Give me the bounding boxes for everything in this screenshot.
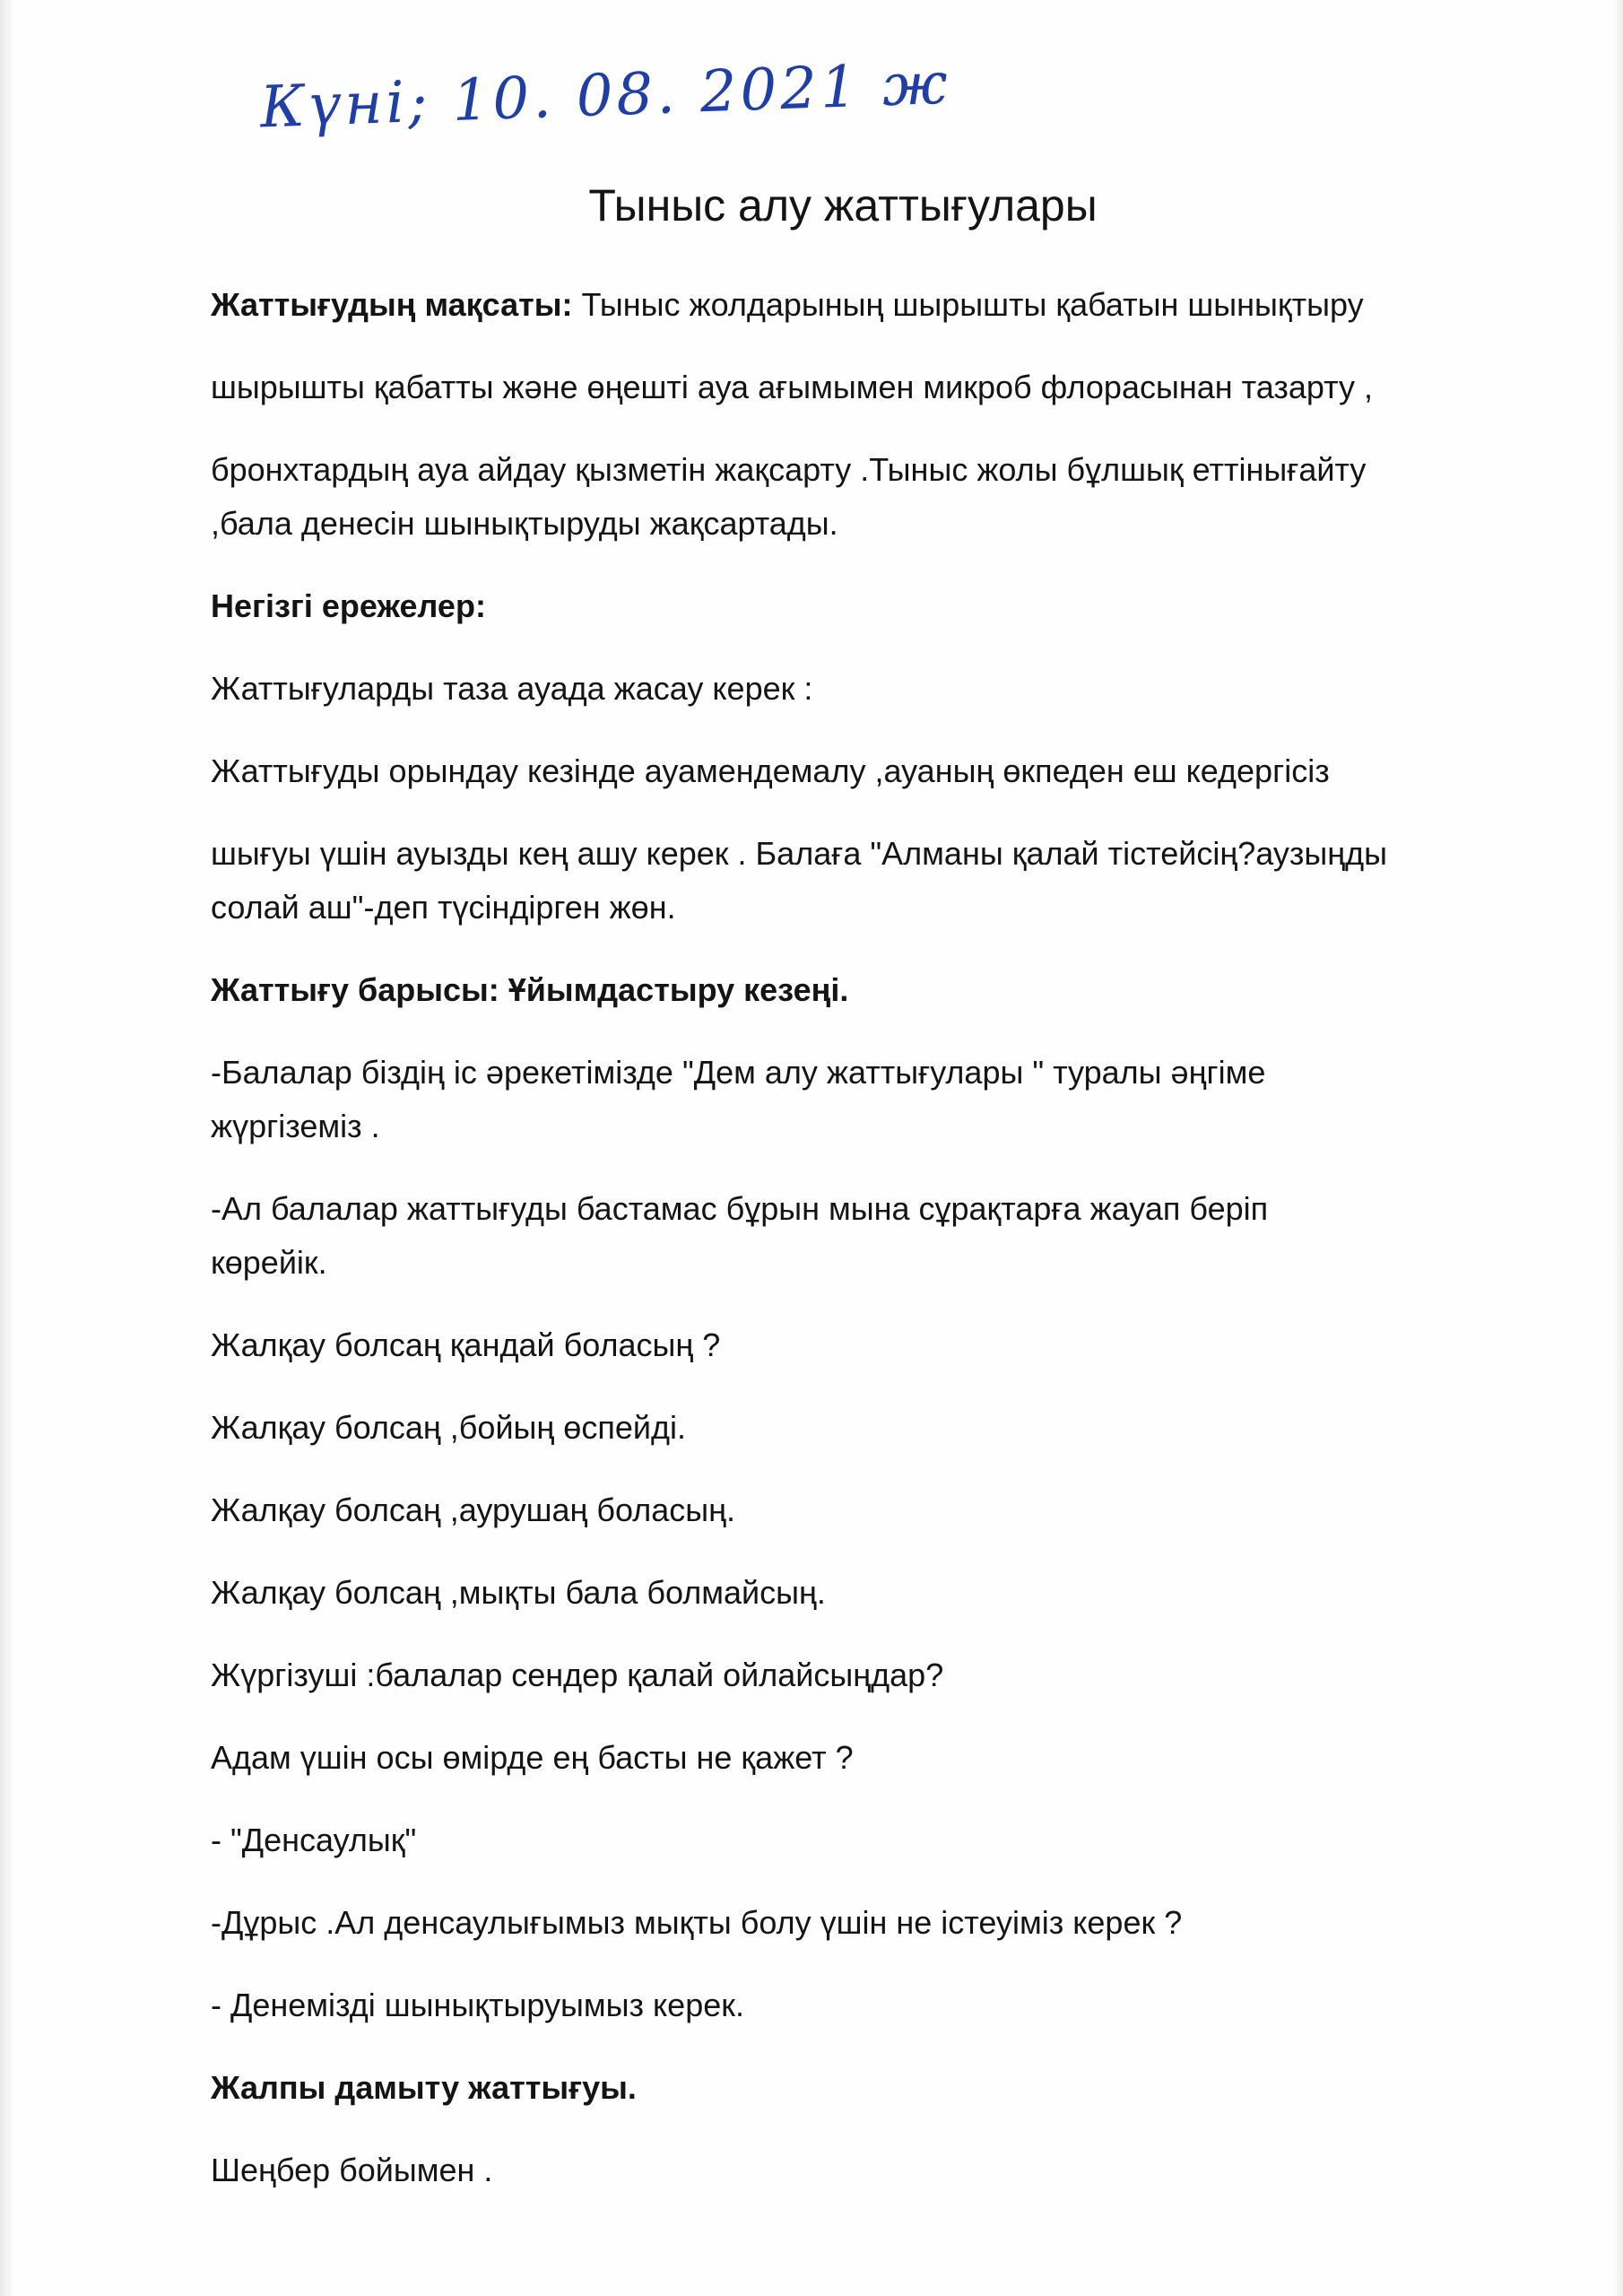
process-line-3: -Ал балалар жаттығуды бастамас бұрын мына сұрақтарға жауап беріп — [211, 1190, 1269, 1227]
purpose-line-4: ,бала денесін шынықтыруды жақсартады. — [211, 505, 838, 542]
process-line-6: Жалқау болсаң ,бойың өспейді. — [211, 1409, 686, 1446]
general-line-1: Шеңбер бойымен . — [211, 2152, 493, 2188]
rules-line-1: Жаттығуларды таза ауада жасау керек : — [211, 670, 813, 707]
handwritten-date: Күні; 10. 08. 2021 ж — [258, 50, 952, 142]
process-line-4: көрейік. — [211, 1244, 327, 1281]
process-line-1: -Балалар біздің іс әрекетімізде "Дем алу жаттығулары " туралы әңгіме — [211, 1054, 1266, 1091]
process-line-5: Жалқау болсаң қандай боласың ? — [211, 1326, 721, 1363]
rules-line-3: шығуы үшін ауызды кең ашу керек . Балаға "Алманы қалай тістейсің?аузыңды — [211, 835, 1387, 872]
process-line-10: Адам үшін осы өмірде ең басты не қажет ? — [211, 1739, 854, 1776]
rules-line-2: Жаттығуды орындау кезінде ауамендемалу ,ауаның өкпеден еш кедергісіз — [211, 752, 1330, 789]
rules-heading: Негізгі ережелер: — [211, 587, 486, 624]
process-line-13: - Денемізді шынықтыруымыз керек. — [211, 1987, 744, 2023]
rules-line-4: солай аш"-деп түсіндірген жөн. — [211, 889, 676, 926]
process-line-2: жүргіземіз . — [211, 1108, 380, 1144]
general-heading: Жалпы дамыту жаттығуы. — [211, 2069, 637, 2106]
purpose-label: Жаттығудың мақсаты: — [211, 286, 573, 323]
document-body — [211, 278, 1538, 2197]
scan-edge-right — [1614, 0, 1623, 2296]
process-line-11: - "Денсаулық" — [211, 1822, 417, 1858]
process-heading: Жаттығу барысы: Ұйымдастыру кезеңі. — [211, 971, 849, 1008]
process-line-12: -Дұрыс .Ал денсаулығымыз мықты болу үшін не істеуіміз керек ? — [211, 1904, 1183, 1941]
purpose-text-1: Тыныс жолдарының шырышты қабатын шынықтыру — [572, 286, 1364, 323]
document-title: Тыныс алу жаттығулары — [588, 180, 1098, 230]
process-line-8: Жалқау болсаң ,мықты бала болмайсың. — [211, 1574, 826, 1611]
purpose-line-1 — [211, 278, 1538, 332]
purpose-line-2: шырышты қабатты және өңешті ауа ағымымен микроб флорасынан тазарту , — [211, 369, 1373, 405]
scan-edge-left — [0, 0, 13, 2296]
purpose-line-3: бронхтардың ауа айдау қызметін жақсарту .Тыныс жолы бұлшық еттінығайту — [211, 451, 1367, 488]
process-line-7: Жалқау болсаң ,аурушаң боласың. — [211, 1492, 736, 1528]
process-line-9: Жүргізуші :балалар сендер қалай ойлайсыңдар? — [211, 1657, 944, 1693]
